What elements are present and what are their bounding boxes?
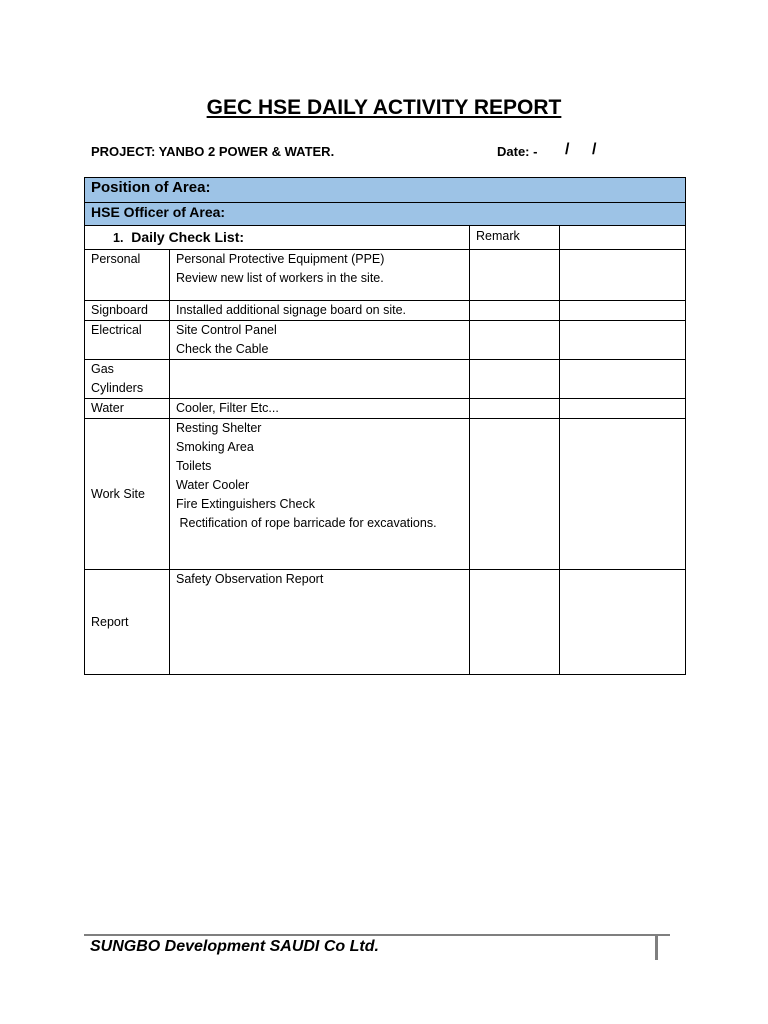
items-cell (170, 321, 470, 360)
date-label: Date: - (497, 144, 538, 159)
report-title: GEC HSE DAILY ACTIVITY REPORT (206, 96, 562, 119)
extra-cell (560, 399, 686, 419)
item: Review new list of workers in the site. (176, 271, 384, 285)
hse-officer-row (85, 203, 686, 226)
activity-table (84, 177, 686, 675)
items-cell (170, 399, 470, 419)
extra-cell (560, 250, 686, 301)
position-of-area-label: Position of Area: (85, 178, 686, 203)
remark-cell (470, 250, 560, 301)
item: Water Cooler (176, 478, 250, 492)
date-slash: / (565, 141, 570, 158)
date-slash: / (592, 141, 597, 158)
category-cell: Work Site (85, 419, 170, 570)
table-row (85, 301, 686, 321)
items-cell (170, 570, 470, 675)
extra-cell (560, 360, 686, 399)
footer-bar (655, 934, 658, 960)
remark-cell (470, 399, 560, 419)
category-cell: Gas Cylinders (85, 360, 170, 399)
item: Fire Extinguishers Check (176, 497, 315, 511)
items-cell (170, 360, 470, 399)
extra-cell (560, 301, 686, 321)
table-row (85, 419, 686, 570)
hse-officer-label: HSE Officer of Area: (85, 203, 686, 226)
remark-cell (470, 301, 560, 321)
checklist-heading: 1. Daily Check List: (85, 226, 470, 250)
table-row (85, 250, 686, 301)
item: Smoking Area (176, 440, 254, 454)
extra-cell (560, 419, 686, 570)
extra-cell (560, 570, 686, 675)
project-label: PROJECT: YANBO 2 POWER & WATER. (91, 144, 335, 159)
remark-cell (470, 321, 560, 360)
remark-cell (470, 360, 560, 399)
category-cell: Personal (85, 250, 170, 301)
item: Personal Protective Equipment (PPE) (176, 252, 385, 266)
item: Rectification of rope barricade for excavations. (176, 516, 437, 530)
table-row (85, 570, 686, 675)
item: Site Control Panel (176, 323, 277, 337)
remark-cell (470, 419, 560, 570)
position-row (85, 178, 686, 203)
table-row (85, 360, 686, 399)
category-cell: Report (85, 570, 170, 675)
table-row (85, 321, 686, 360)
footer-divider (84, 934, 670, 936)
category-cell: Electrical (85, 321, 170, 360)
category-cell: Water (85, 399, 170, 419)
checklist-header-row (85, 226, 686, 250)
item: Safety Observation Report (176, 572, 324, 586)
remark-header: Remark (470, 226, 560, 250)
category-cell: Signboard (85, 301, 170, 321)
company-footer: SUNGBO Development SAUDI Co Ltd. (90, 938, 379, 955)
item: Resting Shelter (176, 421, 262, 435)
items-cell (170, 250, 470, 301)
item: Installed additional signage board on site. (176, 303, 407, 317)
items-cell (170, 301, 470, 321)
empty-cell (560, 226, 686, 250)
table-row (85, 399, 686, 419)
extra-cell (560, 321, 686, 360)
item: Check the Cable (176, 342, 269, 356)
item: Cooler, Filter Etc... (176, 401, 279, 415)
items-cell (170, 419, 470, 570)
remark-cell (470, 570, 560, 675)
item: Toilets (176, 459, 212, 473)
